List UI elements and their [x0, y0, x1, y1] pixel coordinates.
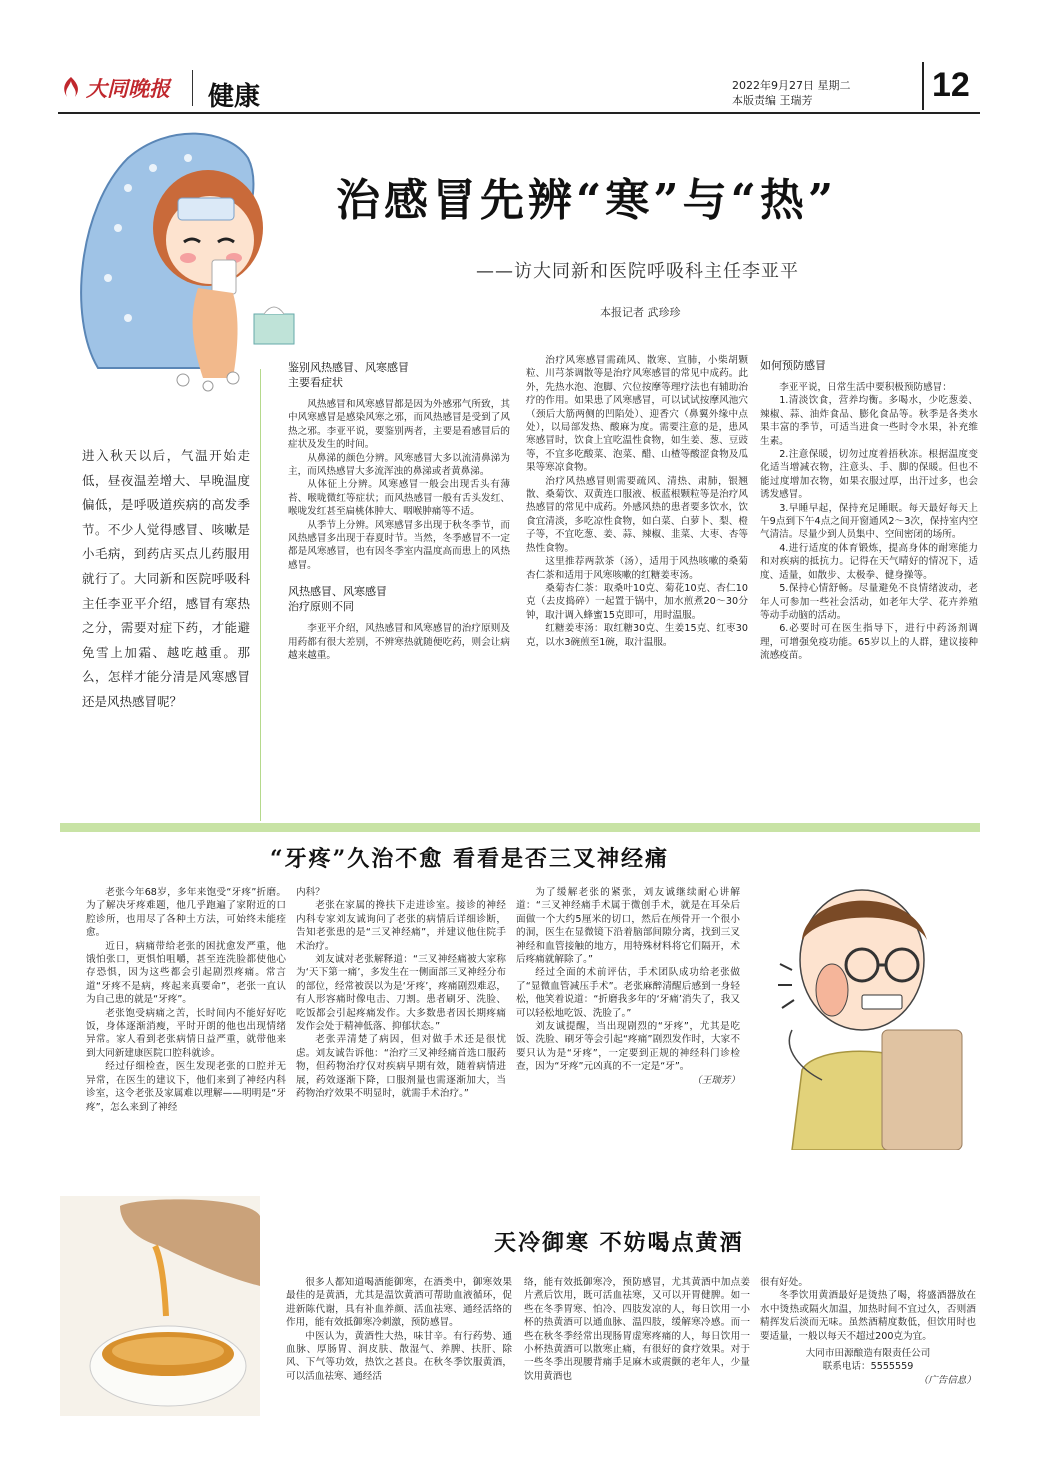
col2-paragraph: 治疗风热感冒则需要疏风、清热、肃肺，银翘散、桑菊饮、双黄连口服液、板蓝根颗粒等是治疗风热感冒的常见中成药。外感风热的患者要多饮水，饮食宜清淡，多吃凉性食物，如白菜、白萝卜、梨、橙子等，不宜吃葱、姜、蒜、辣椒、韭菜、大枣、杏等热性食物。 [526, 475, 748, 554]
article1-title: 治感冒先辨“寒”与“热” [336, 175, 838, 226]
col1-paragraph: 李亚平介绍，风热感冒和风寒感冒的治疗原则及用药都有很大差别，不辨寒热就随便吃药，则会让病越来越重。 [288, 623, 510, 662]
masthead-rule [58, 112, 980, 114]
article2-title: “牙疼”久治不愈 看看是否三叉神经痛 [270, 846, 669, 872]
col1-paragraph: 从季节上分辨。风寒感冒多出现于秋冬季节，而风热感冒多出现于春夏时节。当然，冬季感冒不一定都是风寒感冒，也有因冬季室内温度高而患上的风热感冒。 [288, 519, 510, 571]
article3-col2 [524, 1276, 750, 1383]
col3-paragraph: 3.早睡早起，保持充足睡眠。每天最好每天上午9点到下午4点之间开窗通风2～3次，保持室内空气清洁。尽量少到人员集中、空间密闭的场所。 [760, 502, 978, 541]
ad-note: （广告信息） [918, 1374, 976, 1386]
a3-col3-paragraph: 冬季饮用黄酒最好是烫热了喝，将盛酒器放在水中烫热或隔火加温，加热时间不宜过久，否则酒精挥发后淡而无味。虽然酒精度数低，但饮用时也要适量，一般以每天不超过200克为宜。 [760, 1290, 976, 1342]
col1-subheading-2 [288, 584, 510, 614]
article1-col3 [760, 358, 978, 663]
col1-subheading-1 [288, 360, 510, 390]
col3-paragraph: 2.注意保暖，切勿过度着捂秋冻。根据温度变化适当增减衣物，注意头、手、脚的保暖。但也不能过度增加衣物，如果衣服过厚，出汗过多，也会诱发感冒。 [760, 449, 978, 501]
a2-col2-paragraph: 刘友诚对老张解释道：“三叉神经痛被大家称为‘天下第一痛’，多发生在一侧面部三叉神经分布的部位，经常被误以为是‘牙疼’，疼痛剧烈难忍，有人形容痛时像电击、刀割。患者刷牙、洗脸、吃饭都会引起疼痛发作。大多数患者因长期疼痛发作会处于精神低落、抑郁状态。” [296, 954, 506, 1033]
article2-col2 [296, 886, 506, 1101]
a2-col2-paragraph: 老张弄清楚了病因，但对做手术还是很忧虑。刘友诚告诉他：“治疗三叉神经痛首选口服药物，但药物治疗仅对疾病早期有效，随着病情进展，药效逐渐下降，口服剂量也需逐渐加大，当药物治疗效果不明显时，就需手术治疗。” [296, 1034, 506, 1100]
col3-paragraph: 李亚平说，日常生活中要积极预防感冒： [779, 382, 952, 393]
col3-paragraph: 5.保持心情舒畅。尽量避免不良情绪波动，老年人可参加一些社会活动，如老年大学、花卉养殖等动手动脑的活动。 [760, 583, 978, 621]
section-title: 健康 [208, 82, 261, 112]
sick-girl-illustration [58, 118, 318, 398]
editor-credit: 本版责编 王瑞芳 [732, 94, 813, 107]
col1-subheading-1-line2: 主要看症状 [288, 376, 343, 389]
a2-col1-paragraph: 近日，病痛带给老张的困扰愈发严重，他饿怕张口，更惧怕咀嚼，甚至连洗脸都使他心存恐惧，因为这些都会引起剧烈疼痛。常言道“牙疼不是病，疼起来真要命”，老张一直认为自己患的就是“牙疼”。 [86, 940, 286, 1006]
page-number-bar [922, 62, 924, 110]
section-divider-bar [60, 823, 980, 832]
article3-col1 [286, 1276, 512, 1383]
logo-flame-icon [58, 75, 84, 101]
a2-col2-paragraph: 老张在家属的搀扶下走进诊室。接诊的神经内科专家刘友诚询问了老张的病情后详细诊断，告知老张患的是“三叉神经痛”，并建议他住院手术治疗。 [296, 900, 506, 952]
a2-col3-paragraph: 刘友诚提醒，当出现剧烈的“牙疼”，尤其是吃饭、洗脸、刷牙等会引起“疼痛”剧烈发作时，大家不要只认为是“牙疼”，一定要到正规的神经科门诊检查，因为“牙疼”元凶真的不一定是“牙”。 [516, 1021, 740, 1073]
issue-date: 2022年9月27日 星期二 [732, 79, 851, 92]
a2-col3-paragraph: 为了缓解老张的紧张，刘友诚继续耐心讲解道：“三叉神经痛手术属于微创手术，就是在耳朵后面做一个大约5厘米的切口，然后在颅骨开一个很小的洞，医生在显微镜下沿着脑部间隙分离，找到三叉神经和血管接触的地方，用特殊材料将它们隔开，术后疼痛就解除了。” [516, 887, 740, 966]
article1-col1 [288, 354, 510, 663]
article3-title: 天冷御寒 不妨喝点黄酒 [494, 1230, 744, 1256]
a2-col3-paragraph: 经过全面的术前评估，手术团队成功给老张做了“显微血管减压手术”。老张麻醉清醒后感到一身轻松，他笑着说道：“折磨我多年的‘牙痛’消失了，我又可以轻松地吃饭、洗脸了。” [516, 967, 740, 1019]
a2-col1-paragraph: 老张今年68岁，多年来饱受“牙疼”折磨。为了解决牙疼难题，他几乎跑遍了家附近的口腔诊所，也用尽了各种土方法，可始终未能痊愈。 [86, 887, 286, 939]
newspaper-logo [58, 66, 186, 110]
yellow-wine-illustration [60, 1196, 260, 1416]
a3-col1-paragraph: 中医认为，黄酒性大热，味甘辛。有行药势、通血脉、厚肠胃、润皮肤、散湿气、养脾、扶肝、除风、下气等功效，热饮之甚良。在秋冬季饮服黄酒，可以活血祛寒、通经活 [286, 1330, 512, 1382]
article3-col3 [760, 1276, 976, 1387]
col3-paragraph: 4.进行适度的体育锻炼，提高身体的耐寒能力和对疾病的抵抗力。记得在天气晴好的情况下，适度、适量，如散步、太极拳、健身操等。 [760, 542, 978, 581]
col1-subheading-2-line1: 风热感冒、风寒感冒 [288, 585, 387, 599]
article2-col1 [86, 886, 286, 1114]
col3-paragraph: 6.必要时可在医生指导下，进行中药汤剂调理，可增强免疫功能。65岁以上的人群，建议接种流感疫苗。 [760, 623, 978, 662]
page-number: 12 [932, 66, 970, 104]
col2-paragraph: 治疗风寒感冒需疏风、散寒、宣肺，小柴胡颗粒、川芎茶调散等是治疗风寒感冒的常见中成药。此外，先热水泡、泡脚、穴位按摩等理疗法也有辅助治疗的作用。如果患了风寒感冒，可以试试按摩风池穴（颈后大筋两侧的凹陷处）、迎香穴（鼻翼外缘中点处），以局部发热、酸麻为度。需要注意的是，患风寒感冒时，饮食上宜吃温性食物，如生姜、葱、豆豉等，不宜多吃酸菜、泡菜、醋、山楂等酸涩食物及瓜果等寒凉食物。 [526, 355, 748, 474]
col1-paragraph: 风热感冒和风寒感冒都是因为外感邪气所致，其中风寒感冒是感染风寒之邪，而风热感冒是受到了风热之邪。李亚平说，要鉴别两者，主要是看感冒后的症状及发生的时间。 [288, 399, 510, 451]
col2-paragraph: 这里推荐两款茶（汤），适用于风热咳嗽的桑菊杏仁茶和适用于风寒咳嗽的红糖姜枣汤。 [526, 556, 748, 581]
col1-subheading-1-line1: 鉴别风热感冒、风寒感冒 [288, 361, 409, 374]
date-info [732, 78, 851, 108]
article1-col2 [526, 354, 748, 649]
toothache-man-illustration [762, 880, 976, 1150]
a3-col1-paragraph: 很多人都知道喝酒能御寒，在酒类中，御寒效果最佳的是黄酒，尤其是温饮黄酒可帮助血液循环，促进新陈代谢，具有补血养颜、活血祛寒、通经活络的作用，能有效抵御寒冷刺激，预防感冒。 [286, 1277, 512, 1329]
logo-text: 大同晚报 [86, 76, 170, 101]
a2-credit: （王瑞芳） [692, 1074, 740, 1086]
col1-paragraph: 从体征上分辨。风寒感冒一般会出现舌头有薄苔、喉咙微红等症状；而风热感冒一般有舌头发红、喉咙发红甚至扁桃体肿大、咽喉肿痛等不适。 [288, 479, 510, 518]
article1-byline: 本报记者 武珍珍 [600, 306, 681, 319]
sponsor-phone: 联系电话：5555559 [822, 1361, 914, 1373]
intro-text: 进入秋天以后，气温开始走低，昼夜温差增大、早晚温度偏低，是呼吸道疾病的高发季节。不少人觉得感冒、咳嗽是小毛病，到药店买点儿药服用就行了。大同新和医院呼吸科主任李亚平介绍，感冒有寒热之分，需要对症下药，才能避免雪上加霜、越吃越重。那么，怎样才能分清是风寒感冒还是风热感冒呢？ [82, 448, 250, 709]
col2-paragraph: 桑菊杏仁茶：取桑叶10克、菊花10克、杏仁10克（去皮捣碎）一起置于锅中，加水煎煮20～30分钟，取汁调入蜂蜜15克即可，用时温服。 [526, 582, 748, 621]
masthead-separator [192, 70, 193, 106]
article1-subtitle: ——访大同新和医院呼吸科主任李亚平 [476, 261, 799, 282]
col1-subheading-2-line2: 治疗原则不同 [288, 600, 354, 614]
col2-paragraph: 红糖姜枣汤：取红糖30克、生姜15克、红枣30克，以水3碗煎至1碗，取汁温服。 [526, 623, 748, 648]
a3-col3-paragraph: 很有好处。 [760, 1277, 808, 1288]
sponsor-name: 大同市田源酿造有限责任公司 [805, 1348, 931, 1360]
a2-col2-paragraph: 内科？ [296, 887, 325, 898]
a2-col1-paragraph: 老张饱受病痛之苦，长时间内不能好好吃饭，身体逐渐消瘦，平时开朗的他也出现情绪异常。家人看到老张病情日益严重，就带他来到大同新建康医院口腔科就诊。 [86, 1007, 286, 1059]
a2-col1-paragraph: 经过仔细检查，医生发现老张的口腔并无异常，在医生的建议下，他们来到了神经内科诊室，这令老张及家属难以理解——明明是“牙疼”，怎么来到了神经 [86, 1061, 286, 1113]
col1-paragraph: 从鼻涕的颜色分辨。风寒感冒大多以流清鼻涕为主，而风热感冒大多流浑浊的鼻涕或者黄鼻涕。 [288, 452, 510, 478]
article2-col3 [516, 886, 740, 1087]
a3-col2-paragraph: 络，能有效抵御寒冷，预防感冒，尤其黄酒中加点姜片煮后饮用，既可活血祛寒，又可以开胃健脾。如一些在冬季胃寒、怕冷、四肢发凉的人，每日饮用一小杯的热黄酒可以通血脉、温四肢，缓解寒冷感。而一些在秋冬季经常出现肠胃虚寒疼痛的人，每日饮用一小杯热黄酒可以散寒止痛，有很好的食疗效果。对于一些冬季出现腰背痛手足麻木或震颤的老年人，少量饮用黄酒也 [524, 1277, 750, 1382]
col3-paragraph: 1.清淡饮食，营养均衡。多喝水，少吃葱姜、辣椒、蒜、油炸食品、膨化食品等。秋季是各类水果丰富的季节，可适当进食一些时令水果，补充维生素。 [760, 395, 978, 447]
col3-subheading: 如何预防感冒 [760, 359, 826, 372]
